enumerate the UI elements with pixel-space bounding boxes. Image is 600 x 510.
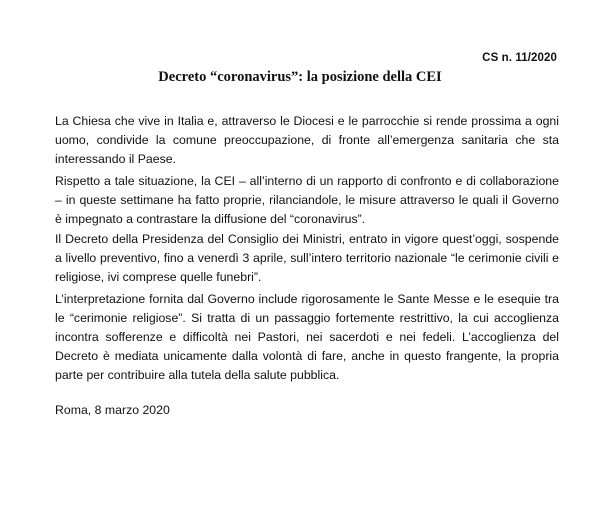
document-date: Roma, 8 marzo 2020 bbox=[55, 403, 170, 417]
paragraph-4: L’interpretazione fornita dal Governo include rigorosamente le Sante Messe e le esequie tra le “cerimonie religiose”. Si tratta di un passaggio fortemente restrittivo, la cui accoglienza incontra sofferenze e difficoltà nei Pastori, nei sacerdoti e nei fedeli. L’accoglienza del Decreto è mediata unicamente dalla volontà di fare, anche in questo frangente, la propria parte per contribuire alla tutela della salute pubblica. bbox=[55, 292, 559, 382]
document-title: Decreto “coronavirus”: la posizione della CEI bbox=[158, 69, 442, 85]
paragraph-2: Rispetto a tale situazione, la CEI – all’interno di un rapporto di confronto e di collaborazione – in queste settimane ha fatto proprie, rilanciandole, le misure attraverso le quali il Governo è impegnato a contrastare la diffusione del “coronavirus”. bbox=[55, 174, 559, 226]
paragraph-1: La Chiesa che vive in Italia e, attraverso le Diocesi e le parrocchie si rende prossima a ogni uomo, condivide la comune preoccupazione, di fronte all’emergenza sanitaria che sta interessando il Paese. bbox=[55, 114, 559, 166]
paragraph-3: Il Decreto della Presidenza del Consiglio dei Ministri, entrato in vigore quest’oggi, sospende a livello preventivo, fino a venerdì 3 aprile, sull’intero territorio nazionale “le cerimonie civili e religiose, ivi comprese quelle funebri”. bbox=[55, 232, 559, 284]
press-release-number: CS n. 11/2020 bbox=[482, 52, 557, 64]
